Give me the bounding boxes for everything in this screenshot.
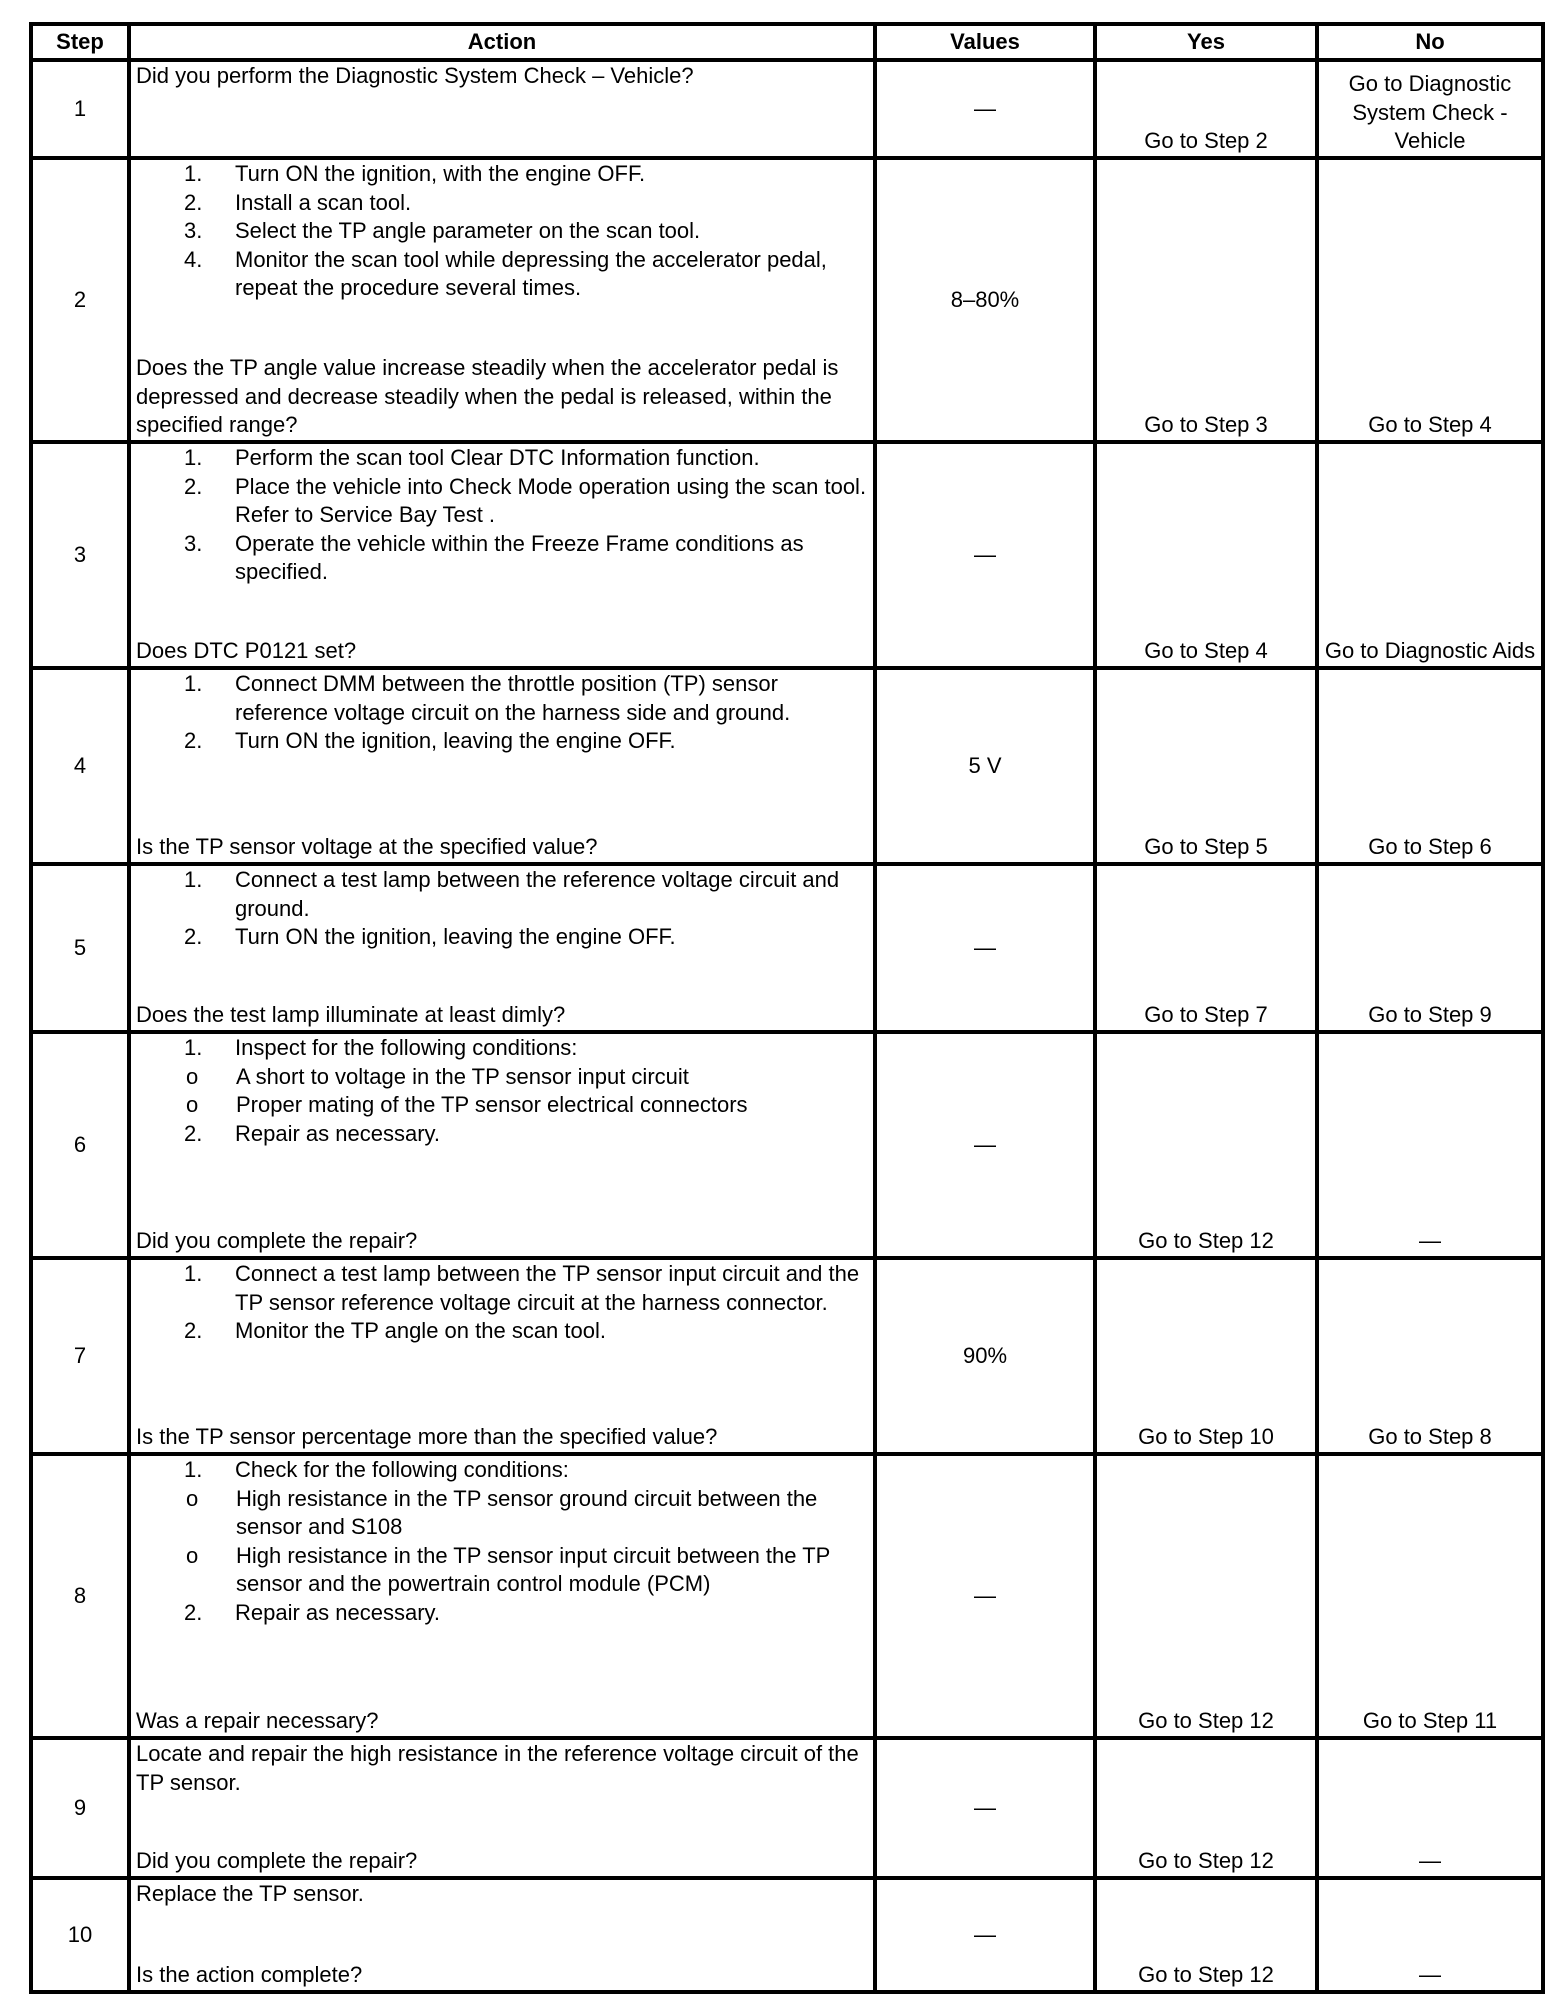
- action-question: Does DTC P0121 set?: [136, 638, 357, 664]
- diagnostic-table: [29, 22, 1545, 1994]
- table-row: [31, 864, 1543, 1032]
- action-cell: [129, 1738, 875, 1878]
- list-item: 2. Place the vehicle into Check Mode operation using the scan tool. Refer to Service Bay Test .: [184, 473, 867, 528]
- action-cell: [129, 668, 875, 864]
- action-cell: [129, 1454, 875, 1738]
- no-cell: —: [1317, 1032, 1543, 1258]
- procedure-list: [136, 1034, 868, 1148]
- action-question: Was a repair necessary?: [136, 1708, 379, 1734]
- list-item: 1. Connect a test lamp between the reference voltage circuit and ground.: [184, 867, 840, 921]
- condition-item: o Proper mating of the TP sensor electrical connectors: [186, 1092, 748, 1118]
- step-number: 7: [31, 1258, 129, 1454]
- no-cell: Go to Diagnostic System Check - Vehicle: [1317, 60, 1543, 158]
- value-cell: —: [875, 1454, 1095, 1738]
- list-item: 1. Check for the following conditions: o High resistance in the TP sensor ground circuit between the sensor and S108 o High resistance in the TP sensor input circuit between the TP sensor and the powertrain control module (PCM): [136, 1456, 868, 1599]
- list-item: 2. Repair as necessary.: [184, 1120, 441, 1146]
- no-cell: —: [1317, 1738, 1543, 1878]
- condition-list: [136, 1063, 868, 1120]
- value-cell: —: [875, 442, 1095, 668]
- no-cell: Go to Step 11: [1317, 1454, 1543, 1738]
- procedure-list: [136, 1456, 868, 1628]
- no-cell: Go to Step 9: [1317, 864, 1543, 1032]
- procedure-list: [136, 1260, 868, 1346]
- action-text: Did you perform the Diagnostic System Check – Vehicle?: [136, 63, 694, 88]
- yes-cell: Go to Step 5: [1095, 668, 1317, 864]
- step-number: 1: [31, 60, 129, 158]
- list-item: 2. Install a scan tool.: [184, 189, 412, 215]
- no-cell: —: [1317, 1878, 1543, 1992]
- list-item: 3. Operate the vehicle within the Freeze Frame conditions as specified.: [184, 530, 804, 585]
- step-number: 6: [31, 1032, 129, 1258]
- yes-cell: Go to Step 12: [1095, 1032, 1317, 1258]
- value-cell: —: [875, 1878, 1095, 1992]
- value-cell: 8–80%: [875, 158, 1095, 442]
- header-no: No: [1317, 24, 1543, 60]
- yes-cell: Go to Step 4: [1095, 442, 1317, 668]
- condition-item: o High resistance in the TP sensor input circuit between the TP sensor and the powertrain control module (PCM): [186, 1542, 830, 1597]
- no-cell: Go to Step 6: [1317, 668, 1543, 864]
- step-number: 4: [31, 668, 129, 864]
- action-cell: [129, 1258, 875, 1454]
- list-item: 1. Connect DMM between the throttle position (TP) sensor reference voltage circuit on the harness side and ground.: [184, 671, 791, 725]
- action-cell: [129, 158, 875, 442]
- yes-cell: Go to Step 3: [1095, 158, 1317, 442]
- header-step: Step: [31, 24, 129, 60]
- procedure-list: [136, 670, 868, 756]
- value-cell: 90%: [875, 1258, 1095, 1454]
- procedure-list: [136, 444, 868, 587]
- action-question: Does the test lamp illuminate at least dimly?: [136, 1002, 566, 1028]
- header-yes: Yes: [1095, 24, 1317, 60]
- no-cell: Go to Diagnostic Aids: [1317, 442, 1543, 668]
- value-cell: —: [875, 864, 1095, 1032]
- step-number: 2: [31, 158, 129, 442]
- table-row: [31, 158, 1543, 442]
- action-cell: [129, 60, 875, 158]
- action-cell: [129, 864, 875, 1032]
- step-number: 5: [31, 864, 129, 1032]
- list-item: 3. Select the TP angle parameter on the scan tool.: [184, 218, 701, 244]
- step-number: 8: [31, 1454, 129, 1738]
- action-question: Did you complete the repair?: [136, 1848, 418, 1874]
- action-cell: [129, 442, 875, 668]
- action-cell: [129, 1032, 875, 1258]
- header-row: [31, 24, 1543, 60]
- table-row: [31, 60, 1543, 158]
- table-row: [31, 442, 1543, 668]
- table-row: [31, 668, 1543, 864]
- list-item: 1. Connect a test lamp between the TP sensor input circuit and the TP sensor reference voltage circuit at the harness connector.: [184, 1261, 860, 1315]
- action-text: Locate and repair the high resistance in the reference voltage circuit of the TP sensor.: [136, 1741, 859, 1795]
- action-question: Did you complete the repair?: [136, 1228, 418, 1254]
- yes-cell: Go to Step 12: [1095, 1454, 1317, 1738]
- step-number: 3: [31, 442, 129, 668]
- table-row: [31, 1258, 1543, 1454]
- list-item: 2. Turn ON the ignition, leaving the engine OFF.: [184, 924, 676, 950]
- list-item: 2. Turn ON the ignition, leaving the engine OFF.: [184, 728, 676, 754]
- yes-cell: Go to Step 10: [1095, 1258, 1317, 1454]
- table-row: [31, 1738, 1543, 1878]
- no-cell: Go to Step 4: [1317, 158, 1543, 442]
- table-row: [31, 1454, 1543, 1738]
- action-question: Is the TP sensor voltage at the specified value?: [136, 834, 598, 860]
- condition-list: [136, 1485, 868, 1599]
- list-item: 1. Turn ON the ignition, with the engine OFF.: [184, 161, 646, 186]
- action-text: Replace the TP sensor.: [136, 1881, 364, 1906]
- list-item: 4. Monitor the scan tool while depressing the accelerator pedal, repeat the procedure several times.: [184, 246, 827, 301]
- procedure-list: [136, 866, 868, 952]
- value-cell: —: [875, 1738, 1095, 1878]
- list-item: 1. Inspect for the following conditions: o A short to voltage in the TP sensor input circuit o Proper mating of the TP sensor electrical connectors: [136, 1034, 868, 1120]
- action-cell: [129, 1878, 875, 1992]
- header-values: Values: [875, 24, 1095, 60]
- value-cell: 5 V: [875, 668, 1095, 864]
- table-row: [31, 1878, 1543, 1992]
- condition-item: o A short to voltage in the TP sensor input circuit: [186, 1063, 689, 1089]
- list-item: 1. Perform the scan tool Clear DTC Information function.: [184, 445, 760, 470]
- table-row: [31, 1032, 1543, 1258]
- action-question: Is the TP sensor percentage more than the specified value?: [136, 1424, 718, 1450]
- value-cell: —: [875, 1032, 1095, 1258]
- step-number: 10: [31, 1878, 129, 1992]
- header-action: Action: [129, 24, 875, 60]
- yes-cell: Go to Step 2: [1095, 60, 1317, 158]
- yes-cell: Go to Step 7: [1095, 864, 1317, 1032]
- list-item: 2. Monitor the TP angle on the scan tool.: [184, 1318, 606, 1344]
- list-item: 2. Repair as necessary.: [184, 1599, 441, 1625]
- action-question: Does the TP angle value increase steadily when the accelerator pedal is depressed and decrease steadily when the pedal is released, within the specified range?: [136, 355, 839, 438]
- yes-cell: Go to Step 12: [1095, 1878, 1317, 1992]
- procedure-list: [136, 160, 868, 303]
- value-cell: —: [875, 60, 1095, 158]
- no-cell: Go to Step 8: [1317, 1258, 1543, 1454]
- yes-cell: Go to Step 12: [1095, 1738, 1317, 1878]
- condition-item: o High resistance in the TP sensor ground circuit between the sensor and S108: [186, 1485, 818, 1540]
- action-question: Is the action complete?: [136, 1962, 363, 1988]
- step-number: 9: [31, 1738, 129, 1878]
